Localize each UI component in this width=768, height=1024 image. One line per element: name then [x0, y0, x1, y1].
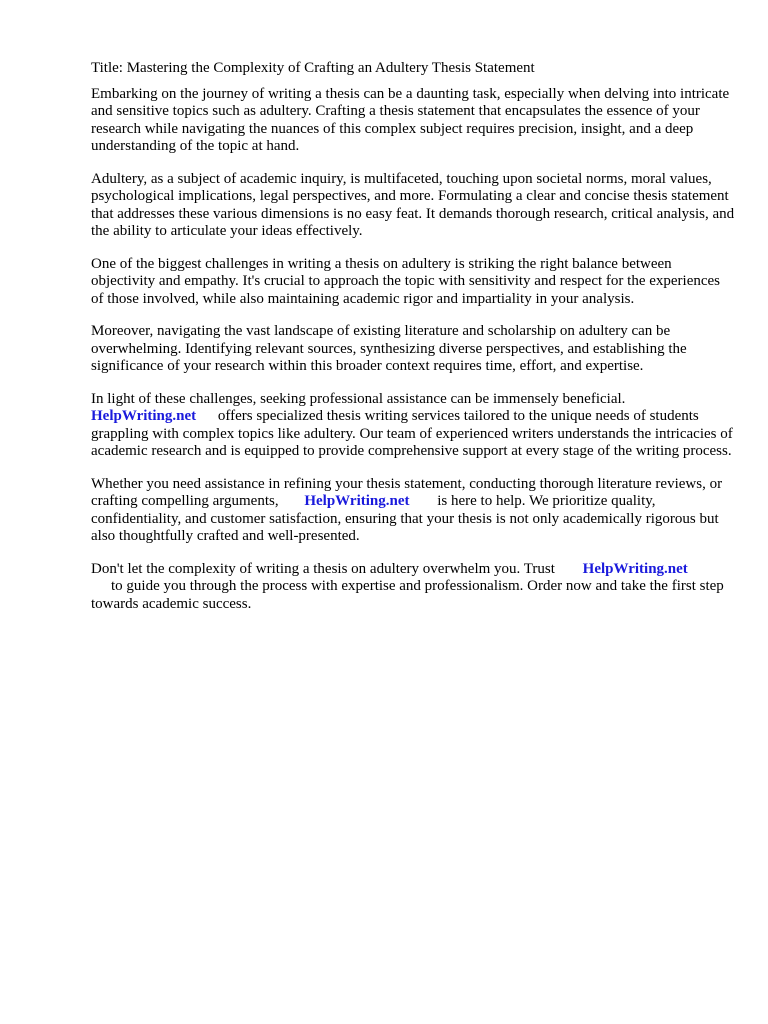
helpwriting-link-3[interactable]: HelpWriting.net: [582, 560, 688, 577]
paragraph-assistance-text-before: In light of these challenges, seeking professional assistance can be immensely beneficial.: [91, 390, 626, 407]
document-title: Title: Mastering the Complexity of Crafting an Adultery Thesis Statement: [91, 60, 535, 76]
paragraph-intro: Embarking on the journey of writing a thesis can be a daunting task, especially when delving into intricate and sensitive topics such as adultery. Crafting a thesis statement that encapsulates the essence of your research while navigating the nuances of this complex subject requires precision, insight, and a deep understanding of the topic at hand.: [91, 85, 730, 154]
paragraph-services-text-after: is here to help. We prioritize quality, confidentiality, and customer satisfaction, ensuring that your thesis is not only academically rigorous but also thoughtfully crafted and well-presented.: [91, 493, 719, 544]
paragraph-services-text-before: Whether you need assistance in refining your thesis statement, conducting thorough literature reviews, or crafting compelling arguments,: [91, 475, 723, 509]
paragraph-closing: [91, 561, 736, 614]
paragraph-closing-text-after: to guide you through the process with expertise and professionalism. Order now and take the first step towards academic success.: [91, 578, 724, 612]
paragraph-services: [91, 476, 736, 546]
helpwriting-link-1[interactable]: HelpWriting.net: [91, 408, 197, 424]
paragraph-assistance: [91, 391, 736, 461]
helpwriting-link-2[interactable]: HelpWriting.net: [304, 493, 410, 509]
paragraph-assistance-text-after: offers specialized thesis writing services tailored to the unique needs of students grappling with complex topics like adultery. Our team of experienced writers understands the intricacies of academic research and is equipped to provide comprehensive support at every stage of the writing process.: [91, 408, 733, 459]
paragraph-adultery-inquiry: Adultery, as a subject of academic inquiry, is multifaceted, touching upon societal norms, moral values, psychological implications, legal perspectives, and more. Formulating a clear and concise thesis statement that addresses these various dimensions is no easy feat. It demands thorough research, critical analysis, and the ability to articulate your ideas effectively.: [91, 170, 735, 239]
document-page: [91, 60, 736, 628]
paragraph-challenges: One of the biggest challenges in writing a thesis on adultery is striking the right balance between objectivity and empathy. It's crucial to approach the topic with sensitivity and respect for the experiences of those involved, while also maintaining academic rigor and impartiality in your analysis.: [91, 255, 721, 307]
paragraph-literature: Moreover, navigating the vast landscape of existing literature and scholarship on adultery can be overwhelming. Identifying relevant sources, synthesizing diverse perspectives, and establishing the significance of your research within this broader context requires time, effort, and expertise.: [91, 323, 687, 374]
paragraph-closing-text-before: Don't let the complexity of writing a thesis on adultery overwhelm you. Trust: [91, 560, 555, 577]
